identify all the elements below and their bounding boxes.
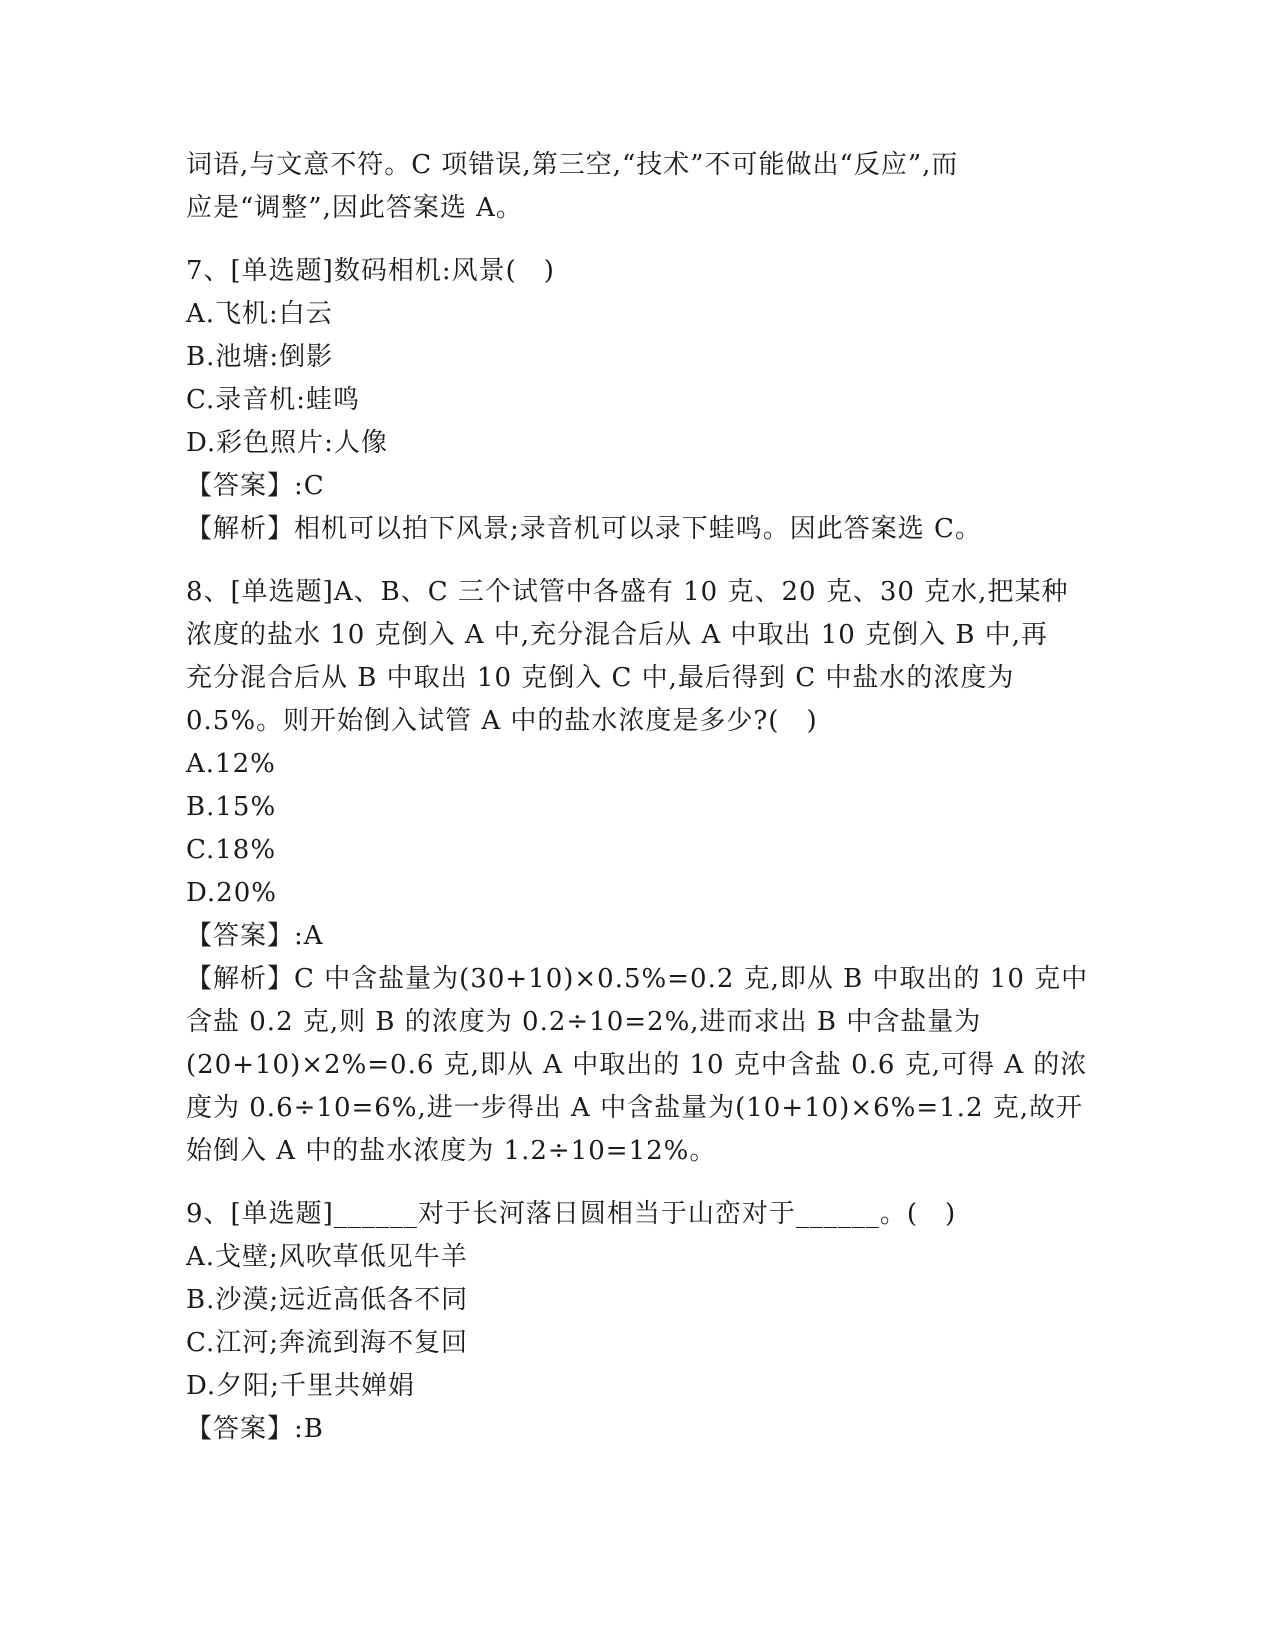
question-stem: 充分混合后从 B 中取出 10 克倒入 C 中,最后得到 C 中盐水的浓度为 — [186, 663, 1015, 693]
question-stem: 9、[单选题]______对于长河落日圆相当于山峦对于______。( ) — [186, 1199, 957, 1229]
analysis-line: 【解析】相机可以拍下风景;录音机可以录下蛙鸣。因此答案选 C。 — [186, 514, 982, 544]
option-a: A.12% — [186, 749, 276, 779]
option-b: B.沙漠;远近高低各不同 — [186, 1285, 469, 1315]
question-8 — [186, 571, 1089, 1173]
option-b: B.池塘:倒影 — [186, 342, 334, 372]
option-a: A.飞机:白云 — [186, 299, 333, 329]
spacer — [186, 551, 1086, 571]
option-c: C.录音机:蛙鸣 — [186, 385, 360, 415]
analysis-line: 始倒入 A 中的盐水浓度为 1.2÷10=12%。 — [186, 1136, 717, 1166]
spacer — [186, 230, 1086, 250]
option-a: A.戈壁;风吹草低见牛羊 — [186, 1242, 468, 1272]
question-stem: 7、[单选题]数码相机:风景( ) — [186, 256, 555, 286]
option-c: C.江河;奔流到海不复回 — [186, 1328, 468, 1358]
option-d: D.20% — [186, 878, 277, 908]
question-7 — [186, 250, 1086, 551]
option-b: B.15% — [186, 792, 277, 822]
analysis-line: (20+10)×2%=0.6 克,即从 A 中取出的 10 克中含盐 0.6 克,可得 A 的浓 — [186, 1050, 1088, 1080]
option-d: D.夕阳;千里共婵娟 — [186, 1371, 415, 1401]
option-d: D.彩色照片:人像 — [186, 428, 388, 458]
analysis-line: 含盐 0.2 克,则 B 的浓度为 0.2÷10=2%,进而求出 B 中含盐量为 — [186, 1007, 982, 1037]
question-6-analysis-tail — [186, 144, 1086, 230]
question-stem: 浓度的盐水 10 克倒入 A 中,充分混合后从 A 中取出 10 克倒入 B 中,再 — [186, 620, 1049, 650]
question-stem: 8、[单选题]A、B、C 三个试管中各盛有 10 克、20 克、30 克水,把某种 — [186, 577, 1069, 607]
question-9 — [186, 1193, 1086, 1451]
answer-line: 【答案】:C — [186, 471, 325, 501]
answer-line: 【答案】:A — [186, 921, 324, 951]
analysis-line: 词语,与文意不符。C 项错误,第三空,“技术”不可能做出“反应”,而 — [186, 150, 959, 180]
analysis-line: 度为 0.6÷10=6%,进一步得出 A 中含盐量为(10+10)×6%=1.2 克,故开 — [186, 1093, 1084, 1123]
spacer — [186, 1173, 1086, 1193]
analysis-line: 【解析】C 中含盐量为(30+10)×0.5%=0.2 克,即从 B 中取出的 10 克中 — [186, 964, 1089, 994]
answer-line: 【答案】:B — [186, 1414, 324, 1444]
question-stem: 0.5%。则开始倒入试管 A 中的盐水浓度是多少?( ) — [186, 706, 818, 736]
document-content — [186, 144, 1089, 1451]
analysis-line: 应是“调整”,因此答案选 A。 — [186, 193, 523, 223]
option-c: C.18% — [186, 835, 277, 865]
